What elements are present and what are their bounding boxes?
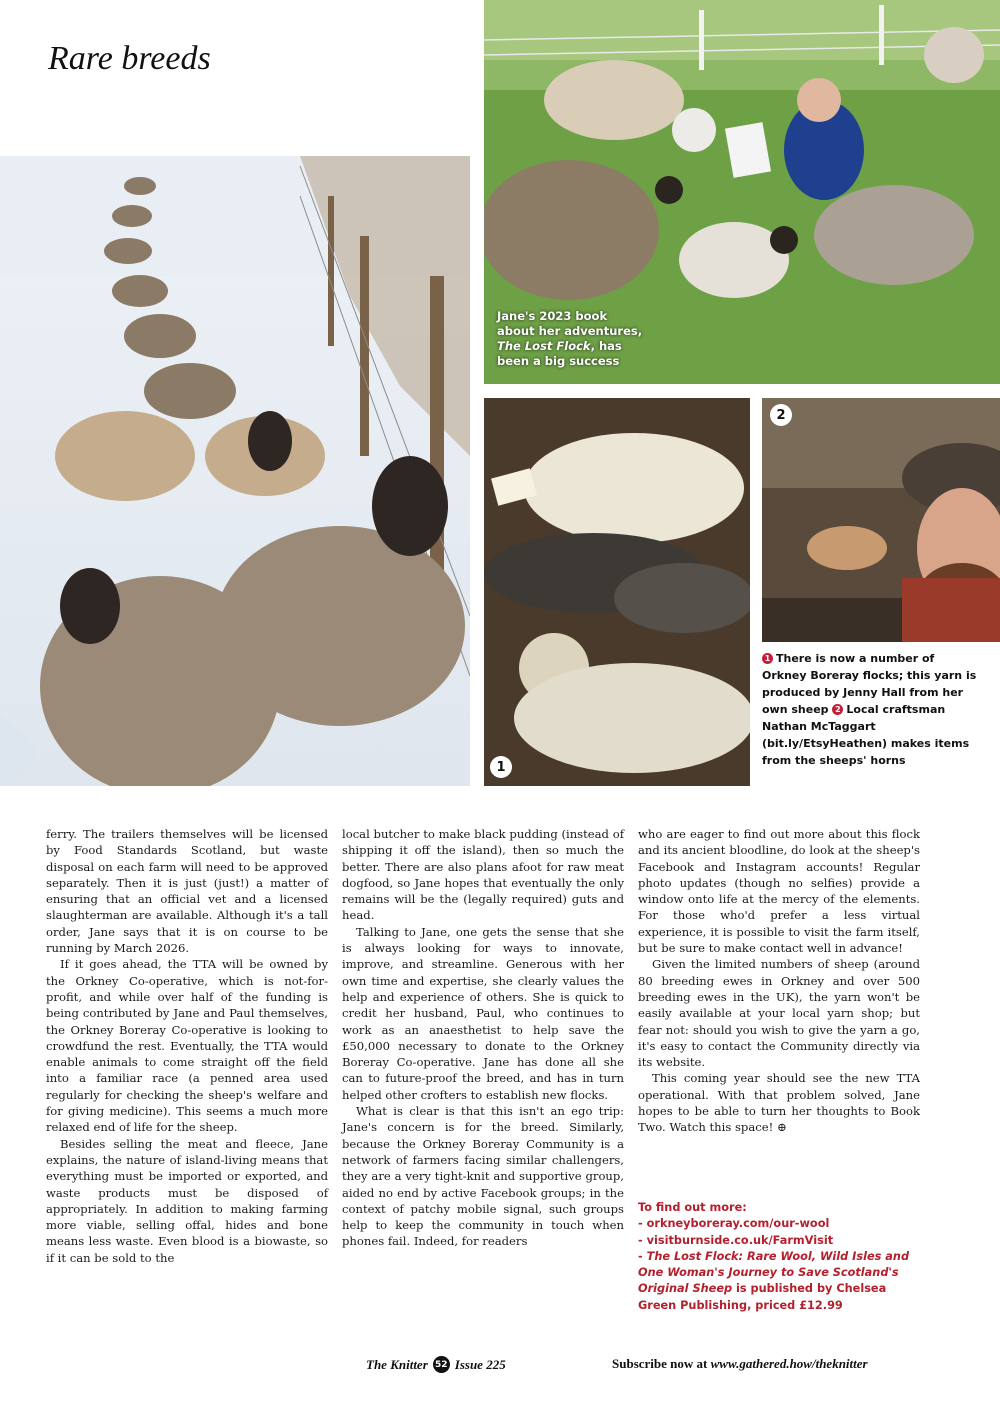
caption-text-2: Local craftsman Nathan McTaggart (bit.ly/EtsyHeathen) makes items from the sheeps' horns	[762, 703, 970, 767]
body-column-3	[638, 826, 920, 1136]
caption-text-1: There is now a number of Orkney Boreray flocks; this yarn is produced by Jenny Hall from her own sheep	[762, 652, 977, 716]
photo-badge-1: 1	[490, 756, 512, 778]
paragraph: Talking to Jane, one gets the sense that she is always looking for ways to innovate, improve, and streamline. Generous with her own time and expertise, she clearly values the help and experience of others. She is quick to credit her husband, Paul, who continues to work as an anaesthetist to help save the £50,000 necessary to donate to the Orkney Boreray Co-operative. Jane has done all she can to future-proof the breed, and has in turn helped other crofters to establish new flocks.	[342, 924, 624, 1102]
link-orkneyboreray[interactable]: - orkneyboreray.com/our-wool	[638, 1217, 830, 1231]
paragraph: local butcher to make black pudding (instead of shipping it off the island), then so much the better. There are also plans afoot for raw meat dogfood, so Jane hopes that eventually the only remains will be the (legally required) guts and head.	[342, 827, 624, 923]
sheep-in-snow-photo	[0, 156, 470, 786]
book-prefix: -	[638, 1249, 647, 1263]
end-mark-icon: ⊕	[776, 1120, 787, 1135]
find-more-heading: To find out more:	[638, 1201, 747, 1214]
paragraph-text: This coming year should see the new TTA operational. With that problem solved, Jane hopes to be able to turn her thoughts to Book Two. Watch this space!	[638, 1071, 920, 1135]
caption-book-title: The Lost Flock	[497, 339, 591, 353]
issue-number: Issue 225	[454, 1356, 506, 1372]
link-visitburnside[interactable]: - visitburnside.co.uk/FarmVisit	[638, 1233, 834, 1247]
craftsman-photo	[762, 398, 1000, 642]
photo-side-caption	[762, 650, 982, 769]
paragraph: who are eager to find out more about this flock and its ancient bloodline, do look at the sheep's Facebook and Instagram accounts! Regular photo updates (though no selfies) provide a window onto life at the mercy of the elements. For those who'd prefer a less virtual experience, it is possible to visit the farm itself, but be sure to make contact well in advance!	[638, 827, 920, 956]
subscribe-url[interactable]: www.gathered.how/theknitter	[710, 1356, 868, 1371]
caption-number-2: 2	[832, 704, 843, 715]
caption-line: about her adventures,	[497, 324, 643, 338]
paragraph: ferry. The trailers themselves will be licensed by Food Standards Scotland, but waste disposal on each farm will need to be approved separately. Then it is just (just!) a matter of ensuring that an official vet and a licensed slaughterman are available. Although it's a tall order, Jane says that it is on course to be running by March 2026.	[46, 827, 328, 956]
page-number: 52	[433, 1356, 450, 1373]
caption-line: Jane's 2023 book	[497, 309, 608, 323]
footer-right	[612, 1356, 868, 1372]
caption-number-1: 1	[762, 653, 773, 664]
paragraph: Given the limited numbers of sheep (around 80 breeding ewes in Orkney and over 500 breeding ewes in the UK), the yarn won't be easily available at your local yarn shop; but fear not: should you wish to give the yarn a go, it's easy to contact the Community directly via its website.	[638, 957, 920, 1070]
photo-badge-2: 2	[770, 404, 792, 426]
footer-left	[366, 1356, 506, 1373]
paragraph: If it goes ahead, the TTA will be owned by the Orkney Co-operative, which is not-for-profit, and while over half of the funding is being contributed by Jane and Paul themselves, the Orkney Boreray Co-operative is looking to crowdfund the rest. Eventually, the TTA would enable animals to come straight off the field into a familiar race (a penned area used regularly for checking the sheep's welfare and for giving medicine). This seems a much more relaxed end of life for the sheep.	[46, 957, 328, 1135]
body-column-2	[342, 826, 624, 1250]
book-title: The Lost Flock: Rare Wool, Wild Isles and One Woman's Journey to Save Scotland's Original Sheep	[638, 1249, 910, 1296]
section-title: Rare breeds	[48, 40, 211, 77]
find-out-more-box	[638, 1200, 928, 1314]
paragraph	[638, 1070, 920, 1135]
paragraph: What is clear is that this isn't an ego trip: Jane's concern is for the breed. Similarly, because the Orkney Boreray Community is a network of farmers facing similar challengers, they are a very tight-knit and supportive group, aided no end by active Facebook groups; in the context of patchy mobile signal, such groups help to keep the community in touch when phones fail. Indeed, for readers	[342, 1104, 624, 1249]
body-column-1	[46, 826, 328, 1266]
book-publisher: is published by Chelsea Green Publishing, priced £12.99	[638, 1282, 887, 1312]
caption-line: , has	[590, 339, 622, 353]
caption-line: been a big success	[497, 354, 620, 368]
subscribe-label: Subscribe now at	[612, 1356, 711, 1371]
paragraph: Besides selling the meat and fleece, Jane explains, the nature of island-living means that everything must be imported or exported, and waste products must be disposed of appropriately. In addition to making farming more viable, selling offal, hides and bone means less waste. Even blood is a biowaste, so if it can be sold to the	[46, 1136, 328, 1265]
yarn-skeins-photo	[484, 398, 750, 786]
magazine-name: The Knitter	[366, 1356, 428, 1372]
reading-photo-caption	[497, 309, 647, 369]
